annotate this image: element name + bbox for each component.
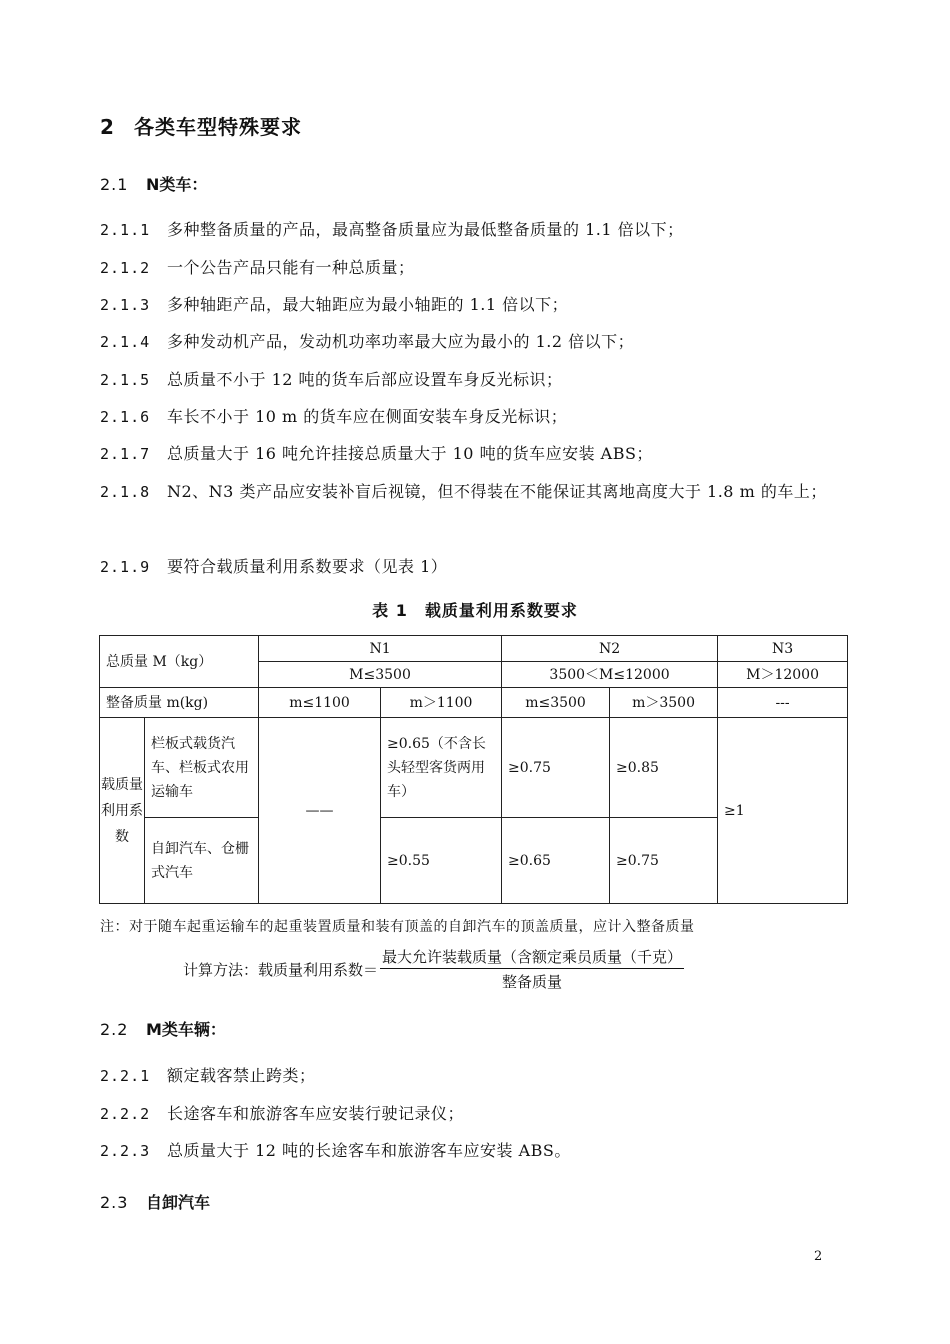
row-label-flatbed: 栏板式载货汽车、栏板式农用运输车: [145, 718, 259, 818]
coefficient-label: 载质量利用系数: [100, 718, 145, 904]
total-mass-label: 总质量 M（kg）: [100, 636, 259, 688]
list-item: [100, 473, 852, 511]
subsection-title: M类车辆：: [146, 1020, 226, 1039]
n1-header: N1: [259, 636, 502, 662]
table-cell: m＞1100: [381, 688, 502, 718]
item-text: 一个公告产品只能有一种总质量；: [167, 258, 415, 277]
table-cell: m≤1100: [259, 688, 381, 718]
list-item: [100, 444, 653, 464]
item-number: 2.1.7: [100, 445, 151, 463]
curb-mass-label: 整备质量 m(kg): [100, 688, 259, 718]
subsection-number: 2.2: [100, 1020, 129, 1039]
section-number: 2: [100, 115, 115, 139]
n1-range: M≤3500: [259, 662, 502, 688]
n3-range: M＞12000: [718, 662, 848, 688]
table-row: [100, 636, 848, 662]
table-cell: m≤3500: [502, 688, 610, 718]
item-text: 总质量大于 12 吨的长途客车和旅游客车应安装 ABS。: [167, 1141, 571, 1160]
table-cell: ---: [718, 688, 848, 718]
formula-numerator: 最大允许装载质量（含额定乘员质量（千克）: [380, 946, 684, 969]
formula: [183, 946, 684, 992]
section-heading: [100, 111, 302, 140]
item-number: 2.2.2: [100, 1105, 151, 1123]
subsection-heading-2-1: [100, 172, 207, 195]
list-item: [100, 1104, 464, 1124]
row-label-dump: 自卸汽车、仓栅式汽车: [145, 818, 259, 904]
item-text: 多种整备质量的产品，最高整备质量应为最低整备质量的 1.1 倍以下；: [167, 220, 684, 239]
formula-prefix: 计算方法：载质量利用系数＝: [183, 960, 379, 979]
list-item: [100, 370, 563, 390]
n2-header: N2: [502, 636, 718, 662]
list-item: [100, 557, 447, 577]
table-cell: ≥0.65（不含长头轻型客货两用车）: [381, 718, 502, 818]
item-text: 总质量不小于 12 吨的货车后部应设置车身反光标识；: [167, 370, 563, 389]
subsection-heading-2-2: [100, 1017, 226, 1040]
table-cell: ≥0.75: [610, 818, 718, 904]
formula-fraction: [380, 946, 684, 992]
item-number: 2.1.5: [100, 371, 151, 389]
table-caption: 表 1 载质量利用系数要求: [372, 601, 578, 620]
n3-value: ≥1: [718, 718, 848, 904]
n3-header: N3: [718, 636, 848, 662]
item-number: 2.1.9: [100, 558, 151, 576]
item-number: 2.1.2: [100, 259, 151, 277]
list-item: [100, 220, 684, 240]
subsection-number: 2.3: [100, 1193, 129, 1212]
item-text: 车长不小于 10 m 的货车应在侧面安装车身反光标识；: [167, 407, 568, 426]
table-cell: m＞3500: [610, 688, 718, 718]
item-text: 要符合载质量利用系数要求（见表 1）: [167, 557, 448, 576]
item-number: 2.2.3: [100, 1142, 151, 1160]
subsection-title: 自卸汽车: [146, 1193, 211, 1212]
n1-light-value: ——: [259, 718, 381, 904]
list-item: [100, 1066, 316, 1086]
item-number: 2.1.8: [100, 483, 151, 501]
table-row: [100, 718, 848, 818]
subsection-heading-2-3: [100, 1190, 210, 1213]
item-text: 额定载客禁止跨类；: [167, 1066, 316, 1085]
item-text: N2、N3 类产品应安装补盲后视镜，但不得装在不能保证其离地高度大于 1.8 m 的车上；: [167, 482, 827, 501]
subsection-number: 2.1: [100, 175, 129, 194]
item-number: 2.1.3: [100, 296, 151, 314]
subsection-title: N类车：: [146, 175, 208, 194]
item-text: 总质量大于 16 吨允许挂接总质量大于 10 吨的货车应安装 ABS；: [167, 444, 653, 463]
item-text: 多种轴距产品，最大轴距应为最小轴距的 1.1 倍以下；: [167, 295, 569, 314]
table-cell: ≥0.55: [381, 818, 502, 904]
coefficient-table: [99, 635, 848, 904]
item-number: 2.1.6: [100, 408, 151, 426]
item-number: 2.2.1: [100, 1067, 151, 1085]
formula-denominator: 整备质量: [502, 973, 563, 991]
item-number: 2.1.4: [100, 333, 151, 351]
page-number: 2: [814, 1249, 823, 1264]
list-item: [100, 1141, 571, 1161]
list-item: [100, 295, 568, 315]
item-text: 长途客车和旅游客车应安装行驶记录仪；: [167, 1104, 465, 1123]
table-note: 注：对于随车起重运输车的起重装置质量和装有顶盖的自卸汽车的顶盖质量，应计入整备质量: [100, 919, 695, 935]
table-cell: ≥0.65: [502, 818, 610, 904]
item-text: 多种发动机产品，发动机功率功率最大应为最小的 1.2 倍以下；: [167, 332, 635, 351]
table-row: [100, 688, 848, 718]
n2-range: 3500＜M≤12000: [502, 662, 718, 688]
section-title: 各类车型特殊要求: [134, 115, 302, 139]
item-number: 2.1.1: [100, 221, 151, 239]
table-cell: ≥0.85: [610, 718, 718, 818]
list-item: [100, 258, 415, 278]
table-cell: ≥0.75: [502, 718, 610, 818]
list-item: [100, 332, 634, 352]
list-item: [100, 407, 567, 427]
